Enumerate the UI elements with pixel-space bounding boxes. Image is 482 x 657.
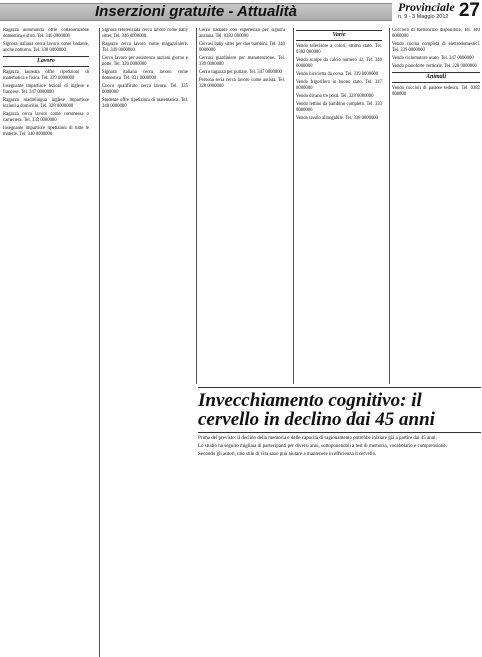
feature-bottom-rule bbox=[198, 432, 481, 433]
classified-ad: Cerco badante con esperienza per signora anziana. Tel. 0382 000000 bbox=[199, 28, 285, 39]
column-divider bbox=[99, 28, 100, 657]
classified-ad: Cercasi baby sitter per due bambini. Tel. 340 0000000 bbox=[199, 42, 285, 53]
classified-ad: Ragazza laureata offre ripetizioni di matematica e fisica. Tel. 339 0000000 bbox=[3, 70, 89, 81]
column-divider bbox=[293, 28, 294, 384]
feature-headline: Invecchiamento cognitivo: il cervello in declino dai 45 anni bbox=[198, 390, 435, 430]
section-heading: Animali bbox=[392, 72, 480, 83]
classified-ad: Ragazza automunita offre collaborazione domestica e stiro. Tel. 340 0000000 bbox=[3, 28, 89, 39]
classified-ad: Vendo frigorifero in buono stato. Tel. 347 0000000 bbox=[296, 80, 382, 91]
brand-name: Provinciale bbox=[398, 0, 455, 14]
classifieds-column-2 bbox=[102, 28, 188, 657]
classified-ad: Vendo scarpe da calcio numero 42. Tel. 340 0000000 bbox=[296, 58, 382, 69]
classified-ad: Ragazza madrelingua inglese impartisce lezioni a domicilio. Tel. 328 0000000 bbox=[3, 98, 89, 109]
classified-ad: Insegnante impartisce ripetizioni di tutte le materie. Tel. 340 0000000 bbox=[3, 126, 89, 137]
classifieds-column-5 bbox=[392, 28, 480, 382]
article-paragraph: Lo studio ha seguito migliaia di partecipanti per diversi anni, sottoponendoli a test di memoria, vocabolario e comprensione. bbox=[198, 444, 447, 450]
article-paragraph: Prima del previsto: il declino della memoria e delle capacità di ragionamento potrebbe iniziare già a partire dai 45 anni. bbox=[198, 436, 437, 441]
section-title: Inserzioni gratuite - Attualità bbox=[95, 3, 297, 20]
feature-body bbox=[198, 436, 481, 459]
section-heading: Varie bbox=[296, 30, 382, 41]
section-heading: Lavoro bbox=[3, 56, 89, 67]
classified-ad: Vendo televisore a colori, ottimo stato. Tel. 0382 000000 bbox=[296, 44, 382, 55]
classified-ad: Cerco ragazza per pulizie. Tel. 347 0000000 bbox=[199, 70, 282, 75]
classified-ad: Persona seria cerca lavoro come autista. Tel. 328 0000000 bbox=[199, 78, 285, 89]
classified-ad: Signora italiana cerca lavoro come domestica. Tel. 331 0000000 bbox=[102, 70, 188, 81]
classified-ad: Insegnante impartisce lezioni di inglese e francese. Tel. 347 0000000 bbox=[3, 84, 89, 95]
classified-ad: Vendo divano tre posti. Tel. 328 0000000 bbox=[296, 94, 374, 99]
newspaper-brand bbox=[398, 0, 455, 23]
classified-ad: Cucciolo di barboncino disponibile. Tel. 340 0000000 bbox=[392, 28, 480, 39]
classified-ad: Vendo tavolo allungabile. Tel. 338 0000000 bbox=[296, 116, 378, 121]
column-divider bbox=[389, 28, 390, 384]
classified-ad: Signora italiana cerca lavoro come badante, anche notturna. Tel. 338 0000000 bbox=[3, 42, 89, 53]
classified-ad: Ragazza cerca lavoro come commessa o cameriera. Tel. 333 0000000 bbox=[3, 112, 89, 123]
article-paragraph: Secondo gli autori, uno stile di vita sano può aiutare a mantenere in efficienza il cervello. bbox=[198, 452, 377, 458]
classified-ad: Studente offre ripetizioni di matematica. Tel. 348 0000000 bbox=[102, 98, 188, 109]
page-number: 27 bbox=[458, 0, 480, 21]
classifieds-column-1 bbox=[3, 28, 89, 657]
classifieds-column-3 bbox=[199, 28, 285, 382]
classified-ad: Cercasi giardiniere per manutenzione. Tel. 339 0000000 bbox=[199, 56, 285, 67]
classified-ad: Vendo lettino da bambino completo. Tel. 333 0000000 bbox=[296, 102, 382, 113]
feature-article bbox=[198, 384, 481, 657]
feature-top-rule bbox=[198, 387, 481, 388]
classified-ad: Signora referenziata cerca lavoro come baby sitter. Tel. 346 0000000 bbox=[102, 28, 188, 39]
classified-ad: Vendo ciclomotore usato. Tel. 347 0000000 bbox=[392, 56, 474, 61]
classified-ad: Vendo cuccioli di pastore tedesco. Tel. 0382 000000 bbox=[392, 86, 480, 97]
classified-ad: Vendo bicicletta da corsa. Tel. 339 0000000 bbox=[296, 72, 379, 77]
column-divider bbox=[196, 28, 197, 384]
issue-date: n. 9 - 3 Maggio 2012 bbox=[398, 14, 449, 20]
classified-ad: Ragazzo cerca lavoro come magazziniere. Tel. 349 0000000 bbox=[102, 42, 188, 53]
classified-ad: Vendo cucina completa di elettrodomestici. Tel. 339 0000000 bbox=[392, 42, 480, 53]
classified-ad: Vendo pianoforte verticale. Tel. 328 0000000 bbox=[392, 64, 477, 69]
classified-ad: Cuoco qualificato cerca lavoro. Tel. 335 0000000 bbox=[102, 84, 188, 95]
classifieds-column-4 bbox=[296, 28, 382, 382]
classified-ad: Cerco lavoro per assistenza anziani giorno e notte. Tel. 320 0000000 bbox=[102, 56, 188, 67]
masthead bbox=[0, 0, 482, 26]
